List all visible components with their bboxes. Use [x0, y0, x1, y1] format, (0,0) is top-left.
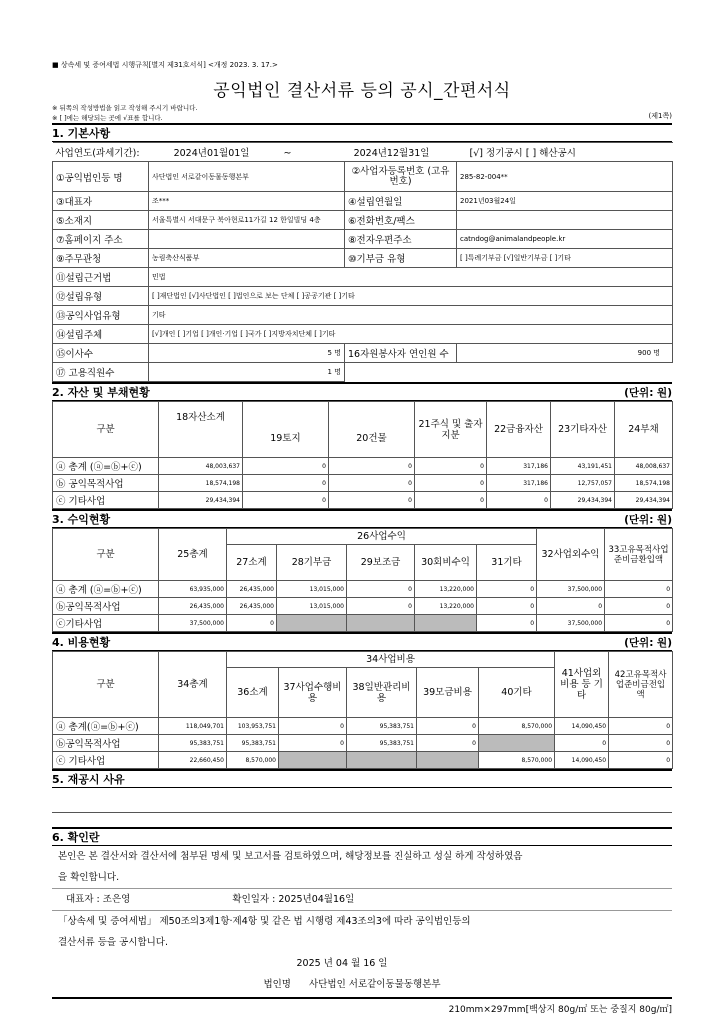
purpose-label: ⑬공익사업유형	[53, 306, 149, 325]
fiscal-end: 2024년12월31일	[353, 148, 430, 159]
section-expense-title: 4. 비용현황	[52, 636, 111, 649]
revenue-row-label: ⓐ 총계 (ⓐ=ⓑ+ⓒ)	[53, 581, 159, 598]
assets-cell: 0	[243, 475, 329, 492]
section-assets-header	[52, 382, 672, 401]
bizno-label: ②사업자등록번호 (고유번호)	[345, 162, 457, 192]
expense-cell-disabled	[417, 752, 479, 769]
assets-col-building: 20건물	[329, 420, 415, 458]
expense-cell: 14,090,450	[555, 718, 609, 735]
revenue-cell-disabled	[415, 615, 477, 632]
assets-cell: 48,003,637	[159, 458, 243, 475]
section-redisclosure-header	[52, 769, 672, 788]
revenue-col-grant: 29보조금	[347, 545, 415, 581]
assets-cell: 48,008,637	[615, 458, 673, 475]
revenue-header-row	[53, 529, 673, 545]
name-value: 사단법인 서로같이동물동행본부	[149, 162, 345, 192]
confirm-corp-row	[52, 974, 672, 995]
revenue-cell: 26,435,000	[227, 581, 277, 598]
ministry-label: ⑨주무관청	[53, 249, 149, 268]
assets-table	[52, 401, 673, 509]
founder-row	[53, 325, 673, 344]
basis-value: 민법	[149, 268, 673, 287]
confirm-pub-date: 2025 년 04 월 16 일	[296, 958, 388, 969]
section-confirm-title: 6. 확인란	[52, 831, 100, 844]
directors-value: 5 명	[149, 344, 345, 363]
directors-label: ⑮이사수	[53, 344, 149, 363]
revenue-cell: 13,220,000	[415, 598, 477, 615]
confirm-corp-name: 사단법인 서로같이동물동행본부	[309, 979, 441, 990]
expense-col-total: 34총계	[159, 652, 227, 718]
revenue-cell: 0	[605, 615, 673, 632]
confirm-corp-label: 법인명	[263, 979, 291, 990]
confirm-date-value: 2025년04월16일	[278, 894, 355, 905]
revenue-cell: 26,435,000	[227, 598, 277, 615]
revenue-cell: 0	[347, 598, 415, 615]
expense-cell: 0	[417, 735, 479, 752]
tel-value	[457, 211, 673, 230]
assets-cell: 317,186	[487, 458, 551, 475]
assets-cell: 0	[415, 458, 487, 475]
expense-cell: 0	[279, 718, 347, 735]
expense-table	[52, 651, 673, 769]
note-checkbox: ※ [ ]에는 해당되는 곳에 √표를 합니다.	[52, 114, 163, 122]
expense-header-row	[53, 652, 673, 668]
expense-col-admin: 38일반관리비용	[347, 668, 417, 718]
assets-col-land: 19토지	[243, 420, 329, 458]
assets-cell: 29,434,394	[615, 492, 673, 509]
revenue-col-group: 26사업수익	[227, 529, 537, 545]
assets-row-total	[53, 458, 673, 475]
revenue-row-label: ⓒ기타사업	[53, 615, 159, 632]
email-label: ⑧전자우편주소	[345, 230, 457, 249]
confirm-block	[52, 846, 672, 995]
revenue-row-label: ⓑ공익목적사업	[53, 598, 159, 615]
confirm-statement-2: 을 확인합니다.	[52, 867, 672, 889]
revenue-unit: (단위: 원)	[624, 513, 672, 526]
form-notes	[52, 103, 672, 123]
employees-row	[53, 363, 673, 382]
assets-cell: 43,191,451	[551, 458, 615, 475]
disclosure-type: [√] 정기공시 [ ] 해산공시	[469, 148, 576, 159]
assets-cell: 317,186	[487, 475, 551, 492]
assets-cell: 0	[243, 492, 329, 509]
assets-col-total: 18자산소계	[159, 402, 243, 458]
confirm-signer-row	[52, 889, 672, 911]
section-expense-header	[52, 632, 672, 651]
expense-row-label: ⓐ 총계(ⓐ=ⓑ+ⓒ)	[53, 718, 159, 735]
revenue-col-other: 31기타	[477, 545, 537, 581]
volunteer-value: 900 명	[457, 344, 673, 363]
donation-value: [ ]특례기부금 [√]일반기부금 [ ]기타	[457, 249, 673, 268]
confirm-date-label: 확인일자 :	[232, 894, 276, 905]
redisclosure-reason	[52, 788, 672, 813]
expense-row-public	[53, 735, 673, 752]
fiscal-tilde: ~	[283, 148, 292, 159]
revenue-col-outside: 32사업외수익	[537, 529, 605, 581]
expense-col-group: 34사업비용	[227, 652, 555, 668]
basis-row	[53, 268, 673, 287]
confirm-rep-label: 대표자 :	[66, 894, 100, 905]
expense-cell: 0	[279, 735, 347, 752]
revenue-cell: 0	[347, 581, 415, 598]
assets-cell: 29,434,394	[551, 492, 615, 509]
assets-row-label: ⓑ 공익목적사업	[53, 475, 159, 492]
revenue-cell: 0	[477, 581, 537, 598]
revenue-cell: 0	[227, 615, 277, 632]
expense-cell: 0	[417, 718, 479, 735]
revenue-cell: 37,500,000	[537, 615, 605, 632]
basic-info-table	[52, 142, 673, 382]
expense-col-subtotal: 36소계	[227, 668, 279, 718]
revenue-cell: 0	[477, 598, 537, 615]
assets-cell: 29,434,394	[159, 492, 243, 509]
expense-cell: 8,570,000	[227, 752, 279, 769]
revenue-table	[52, 528, 673, 632]
fiscal-label: 사업연도(과세기간):	[55, 148, 140, 159]
est-label: ④설립연월일	[345, 192, 457, 211]
assets-cell: 12,757,057	[551, 475, 615, 492]
bizno-value: 285-82-004**	[457, 162, 673, 192]
assets-row-public	[53, 475, 673, 492]
assets-cell: 18,574,198	[615, 475, 673, 492]
revenue-cell: 37,500,000	[537, 581, 605, 598]
form-title: 공익법인 결산서류 등의 공시_간편서식	[213, 81, 511, 101]
rep-value: 조***	[149, 192, 345, 211]
revenue-cell: 13,015,000	[277, 581, 347, 598]
expense-col-purpose: 37사업수행비용	[279, 668, 347, 718]
employees-label: ⑰ 고용직원수	[53, 363, 149, 382]
addr-row	[53, 211, 673, 230]
expense-cell: 8,570,000	[479, 718, 555, 735]
revenue-cell: 13,220,000	[415, 581, 477, 598]
employees-value: 1 명	[149, 363, 345, 382]
rep-row	[53, 192, 673, 211]
section-redisclosure-title: 5. 재공시 사유	[52, 773, 125, 786]
addr-label: ⑤소재지	[53, 211, 149, 230]
ministry-value: 농림축산식품부	[149, 249, 345, 268]
expense-cell: 0	[609, 718, 673, 735]
assets-cell: 0	[487, 492, 551, 509]
section-revenue-header	[52, 509, 672, 528]
expense-cell: 0	[609, 752, 673, 769]
expense-cell: 103,953,751	[227, 718, 279, 735]
home-label: ⑦홈페이지 주소	[53, 230, 149, 249]
directors-row	[53, 344, 673, 363]
type-label: ⑫설립유형	[53, 287, 149, 306]
disclosure-form	[52, 60, 672, 1015]
confirm-law-2: 결산서류 등을 공시합니다.	[58, 937, 169, 948]
confirm-law-1: 「상속세 및 증여세법」 제50조의3제1항·제4항 및 같은 법 시행령 제43조의3에 따라 공익법인등의	[58, 916, 471, 927]
expense-row-label: ⓒ 기타사업	[53, 752, 159, 769]
expense-cell: 118,049,701	[159, 718, 227, 735]
expense-col-reserve: 42고유목적사업준비금전입액	[609, 652, 673, 718]
expense-cell-disabled	[479, 735, 555, 752]
revenue-col-donation: 28기부금	[277, 545, 347, 581]
rep-label: ③대표자	[53, 192, 149, 211]
addr-value: 서울특별시 서대문구 북아현로11가길 12 한일빌딩 4층	[149, 211, 345, 230]
assets-header-row	[53, 402, 673, 420]
expense-col-category: 구분	[53, 652, 159, 718]
name-label: ①공익법인등 명	[53, 162, 149, 192]
section-assets-title: 2. 자산 및 부채현황	[52, 386, 150, 399]
revenue-cell: 0	[537, 598, 605, 615]
revenue-col-reserve: 33고유목적사업준비금환입액	[605, 529, 673, 581]
revenue-row-total	[53, 581, 673, 598]
section-confirm-header	[52, 827, 672, 846]
page-number: (제1쪽)	[648, 112, 672, 120]
revenue-col-total: 25총계	[159, 529, 227, 581]
revenue-row-other	[53, 615, 673, 632]
expense-cell: 95,383,751	[159, 735, 227, 752]
revenue-cell: 26,435,000	[159, 598, 227, 615]
section-revenue-title: 3. 수익현황	[52, 513, 111, 526]
confirm-statement-1: 본인은 본 결산서와 결산서에 첨부된 명세 및 보고서를 검토하였으며, 해당정보를 진실하고 성실 하게 작성하였음	[58, 851, 523, 862]
assets-col-other: 23기타자산	[551, 402, 615, 458]
expense-row-other	[53, 752, 673, 769]
assets-cell: 18,574,198	[159, 475, 243, 492]
expense-cell: 14,090,450	[555, 752, 609, 769]
basis-label: ⑪설립근거법	[53, 268, 149, 287]
home-row	[53, 230, 673, 249]
assets-row-other	[53, 492, 673, 509]
assets-col-liability: 24부채	[615, 402, 673, 458]
fiscal-row	[53, 143, 673, 162]
est-value: 2021년03월24일	[457, 192, 673, 211]
fiscal-start: 2024년01월01일	[173, 148, 250, 159]
tel-label: ⑥전화번호/팩스	[345, 211, 457, 230]
revenue-col-category: 구분	[53, 529, 159, 581]
expense-row-total	[53, 718, 673, 735]
expense-unit: (단위: 원)	[624, 636, 672, 649]
assets-cell: 0	[329, 458, 415, 475]
assets-col-category: 구분	[53, 402, 159, 458]
assets-cell: 0	[329, 475, 415, 492]
expense-cell: 95,383,751	[347, 718, 417, 735]
assets-row-label: ⓐ 총계 (ⓐ=ⓑ+ⓒ)	[53, 458, 159, 475]
revenue-cell: 0	[605, 581, 673, 598]
revenue-row-public	[53, 598, 673, 615]
law-reference: ■ 상속세 및 증여세법 시행규칙[별지 제31호서식] <개정 2023. 3. 17.>	[52, 61, 278, 69]
purpose-row	[53, 306, 673, 325]
expense-row-label: ⓑ공익목적사업	[53, 735, 159, 752]
founder-value: [√]개인 [ ]기업 [ ]개인·기업 [ ]국가 [ ]지방자치단체 [ ]기타	[149, 325, 673, 344]
revenue-col-subtotal: 27소계	[227, 545, 277, 581]
expense-cell-disabled	[347, 752, 417, 769]
assets-unit: (단위: 원)	[624, 386, 672, 399]
revenue-cell-disabled	[277, 615, 347, 632]
type-row	[53, 287, 673, 306]
revenue-cell-disabled	[347, 615, 415, 632]
section-basic-header	[52, 123, 672, 142]
revenue-cell: 63,935,000	[159, 581, 227, 598]
volunteer-label: 16자원봉사자 연인원 수	[345, 344, 457, 363]
expense-cell: 22,660,450	[159, 752, 227, 769]
revenue-cell: 13,015,000	[277, 598, 347, 615]
founder-label: ⑭설립주체	[53, 325, 149, 344]
expense-cell: 8,570,000	[479, 752, 555, 769]
confirm-rep-name: 조은영	[102, 894, 131, 905]
expense-col-other: 40기타	[479, 668, 555, 718]
paper-spec: 210mm×297mm[백상지 80g/㎡ 또는 중질지 80g/㎡]	[52, 997, 672, 1015]
revenue-col-fee: 30회비수익	[415, 545, 477, 581]
revenue-cell: 0	[605, 598, 673, 615]
home-value	[149, 230, 345, 249]
assets-cell: 0	[243, 458, 329, 475]
expense-cell: 0	[555, 735, 609, 752]
assets-col-stock: 21주식 및 출자지분	[415, 402, 487, 458]
email-value: catndog@animalandpeople.kr	[457, 230, 673, 249]
donation-label: ⑩기부금 유형	[345, 249, 457, 268]
revenue-cell: 0	[477, 615, 537, 632]
assets-cell: 0	[329, 492, 415, 509]
expense-cell: 0	[609, 735, 673, 752]
expense-col-outside: 41사업외비용 등 기타	[555, 652, 609, 718]
assets-row-label: ⓒ 기타사업	[53, 492, 159, 509]
expense-col-fundraising: 39모금비용	[417, 668, 479, 718]
assets-col-financial: 22금융자산	[487, 402, 551, 458]
expense-cell: 95,383,751	[347, 735, 417, 752]
ministry-row	[53, 249, 673, 268]
purpose-value: 기타	[149, 306, 673, 325]
name-row	[53, 162, 673, 192]
expense-cell-disabled	[279, 752, 347, 769]
type-value: [ ]재단법인 [√]사단법인 [ ]법인으로 보는 단체 [ ]공공기관 [ ]기타	[149, 287, 673, 306]
section-basic-title: 1. 기본사항	[52, 127, 111, 140]
note-instructions: ※ 뒤쪽의 작성방법을 읽고 작성해 주시기 바랍니다.	[52, 104, 198, 112]
assets-cell: 0	[415, 475, 487, 492]
revenue-cell: 37,500,000	[159, 615, 227, 632]
expense-cell: 95,383,751	[227, 735, 279, 752]
assets-cell: 0	[415, 492, 487, 509]
